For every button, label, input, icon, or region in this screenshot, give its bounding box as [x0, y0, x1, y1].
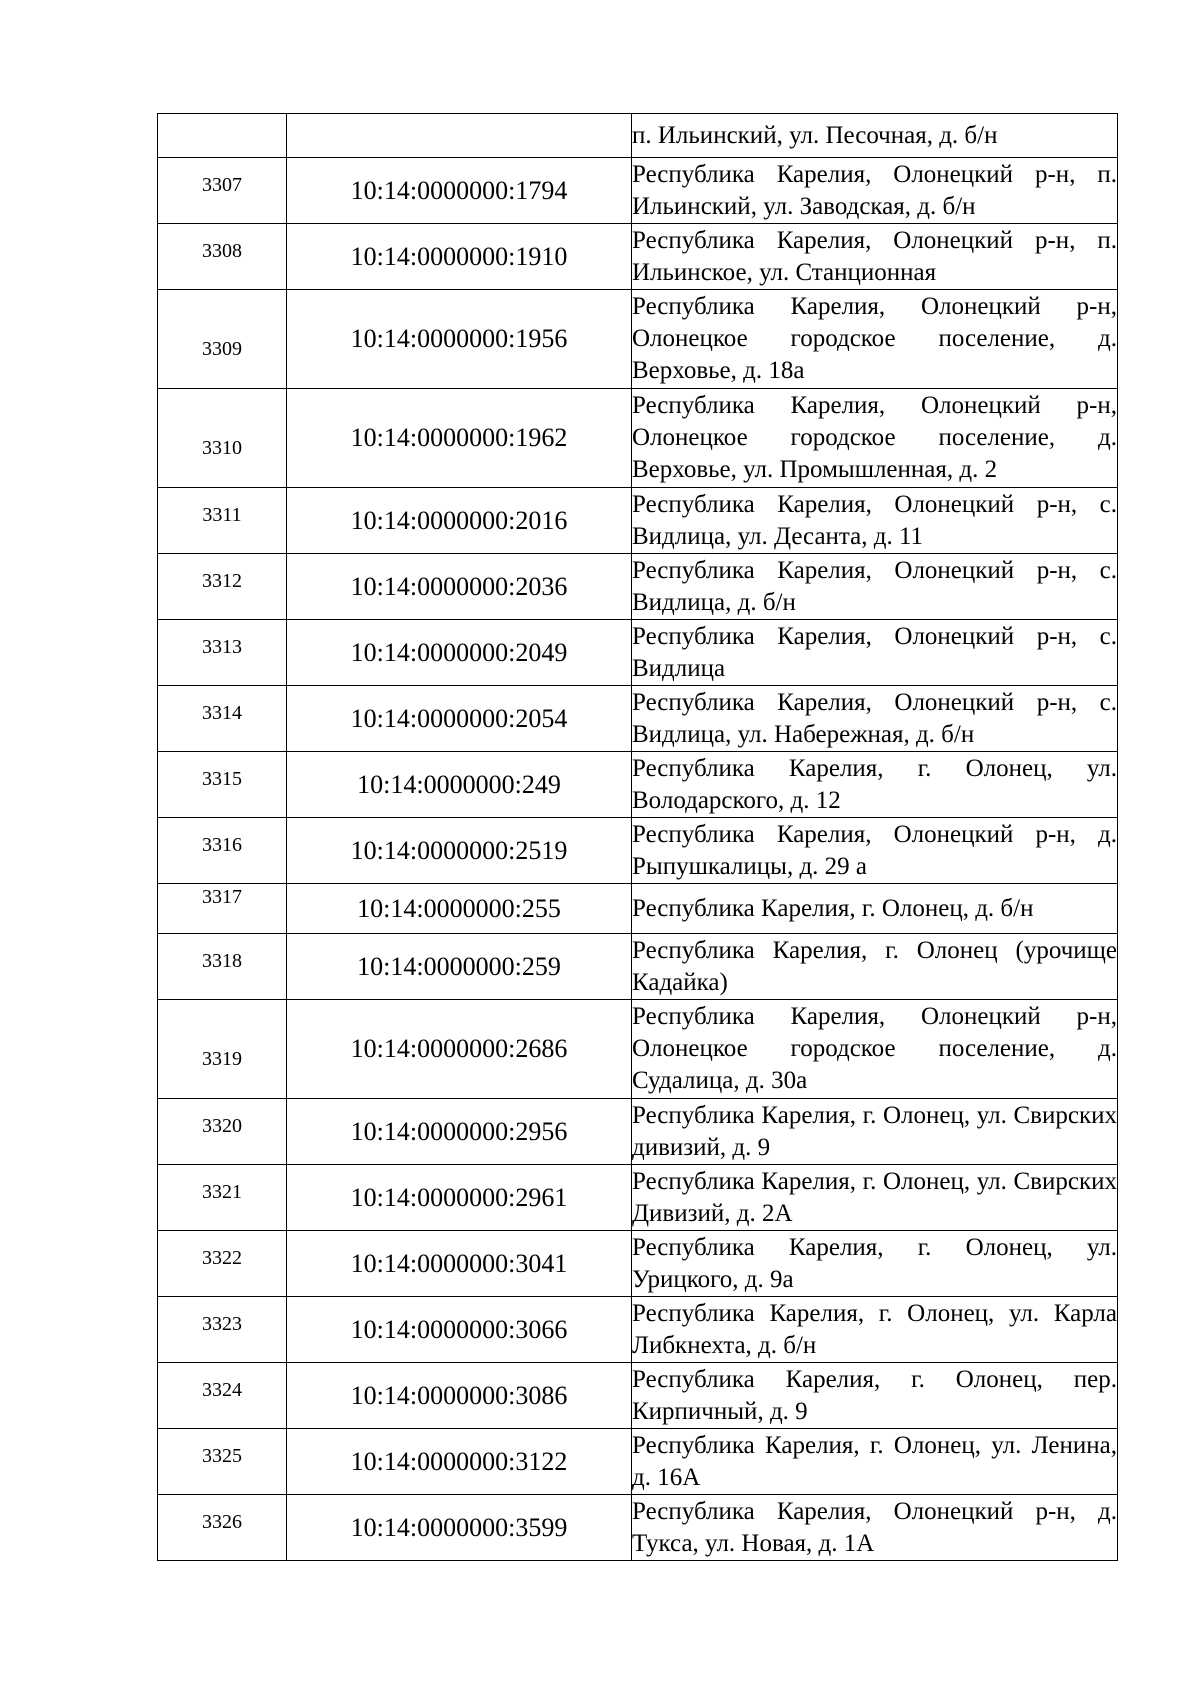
table-row	[158, 818, 1118, 884]
cadastral-number-cell: 10:14:0000000:3599	[287, 1495, 632, 1561]
row-number-cell: 3323	[158, 1297, 287, 1363]
row-number-cell: 3322	[158, 1231, 287, 1297]
row-number-cell: 3321	[158, 1165, 287, 1231]
row-number-cell: 3309	[158, 290, 287, 389]
cadastral-number-cell: 10:14:0000000:2036	[287, 554, 632, 620]
row-number-cell: 3308	[158, 224, 287, 290]
address-cell: Республика Карелия, г. Олонец, ул. Ленина, д. 16А	[632, 1429, 1118, 1495]
address-cell: Республика Карелия, Олонецкий р-н, Олонецкое городское поселение, д. Судалица, д. 30а	[632, 1000, 1118, 1099]
address-cell: Республика Карелия, Олонецкий р-н, Олонецкое городское поселение, д. Верховье, д. 18а	[632, 290, 1118, 389]
address-cell: Республика Карелия, г. Олонец, д. б/н	[632, 884, 1118, 934]
row-number-cell: 3315	[158, 752, 287, 818]
table-row	[158, 389, 1118, 488]
address-cell: Республика Карелия, Олонецкий р-н, с. Видлица	[632, 620, 1118, 686]
address-cell: Республика Карелия, Олонецкий р-н, Олонецкое городское поселение, д. Верховье, ул. Промышленная, д. 2	[632, 389, 1118, 488]
table-row	[158, 1363, 1118, 1429]
table-row	[158, 752, 1118, 818]
address-cell: Республика Карелия, г. Олонец, ул. Карла Либкнехта, д. б/н	[632, 1297, 1118, 1363]
address-cell: Республика Карелия, г. Олонец, пер. Кирпичный, д. 9	[632, 1363, 1118, 1429]
row-number-cell: 3314	[158, 686, 287, 752]
table-row	[158, 224, 1118, 290]
row-number-cell: 3312	[158, 554, 287, 620]
row-number-cell: 3316	[158, 818, 287, 884]
table-row	[158, 1000, 1118, 1099]
row-number-cell	[158, 114, 287, 158]
row-number-cell: 3307	[158, 158, 287, 224]
cadastral-number-cell: 10:14:0000000:2016	[287, 488, 632, 554]
cadastral-number-cell	[287, 114, 632, 158]
table-row	[158, 884, 1118, 934]
address-cell: Республика Карелия, Олонецкий р-н, с. Видлица, ул. Десанта, д. 11	[632, 488, 1118, 554]
table-row	[158, 934, 1118, 1000]
row-number-cell: 3325	[158, 1429, 287, 1495]
row-number-cell: 3310	[158, 389, 287, 488]
address-cell: Республика Карелия, г. Олонец, ул. Володарского, д. 12	[632, 752, 1118, 818]
table-row	[158, 1495, 1118, 1561]
cadastral-number-cell: 10:14:0000000:249	[287, 752, 632, 818]
table-row	[158, 1231, 1118, 1297]
table-row	[158, 1099, 1118, 1165]
cadastral-number-cell: 10:14:0000000:2054	[287, 686, 632, 752]
table-row	[158, 158, 1118, 224]
address-cell: Республика Карелия, Олонецкий р-н, с. Видлица, ул. Набережная, д. б/н	[632, 686, 1118, 752]
cadastral-number-cell: 10:14:0000000:1956	[287, 290, 632, 389]
cadastral-number-cell: 10:14:0000000:2519	[287, 818, 632, 884]
table-row	[158, 686, 1118, 752]
address-cell: Республика Карелия, г. Олонец, ул. Урицкого, д. 9а	[632, 1231, 1118, 1297]
cadastral-number-cell: 10:14:0000000:259	[287, 934, 632, 1000]
cadastral-number-cell: 10:14:0000000:1910	[287, 224, 632, 290]
address-cell: Республика Карелия, Олонецкий р-н, д. Рыпушкалицы, д. 29 а	[632, 818, 1118, 884]
cadastral-number-cell: 10:14:0000000:3066	[287, 1297, 632, 1363]
address-cell: Республика Карелия, г. Олонец, ул. Свирских дивизий, д. 9	[632, 1099, 1118, 1165]
table-row	[158, 1165, 1118, 1231]
table-row	[158, 1297, 1118, 1363]
row-number-cell: 3313	[158, 620, 287, 686]
address-cell: Республика Карелия, Олонецкий р-н, д. Тукса, ул. Новая, д. 1А	[632, 1495, 1118, 1561]
table-row	[158, 290, 1118, 389]
address-cell: Республика Карелия, г. Олонец (урочище Кадайка)	[632, 934, 1118, 1000]
cadastral-number-cell: 10:14:0000000:2956	[287, 1099, 632, 1165]
table-row	[158, 554, 1118, 620]
address-cell: Республика Карелия, Олонецкий р-н, с. Видлица, д. б/н	[632, 554, 1118, 620]
address-cell: п. Ильинский, ул. Песочная, д. б/н	[632, 114, 1118, 158]
table-row	[158, 620, 1118, 686]
cadastral-number-cell: 10:14:0000000:1962	[287, 389, 632, 488]
address-cell: Республика Карелия, Олонецкий р-н, п. Ильинское, ул. Станционная	[632, 224, 1118, 290]
row-number-cell: 3318	[158, 934, 287, 1000]
row-number-cell: 3320	[158, 1099, 287, 1165]
address-cell: Республика Карелия, г. Олонец, ул. Свирских Дивизий, д. 2А	[632, 1165, 1118, 1231]
row-number-cell: 3324	[158, 1363, 287, 1429]
row-number-cell: 3311	[158, 488, 287, 554]
row-number-cell: 3319	[158, 1000, 287, 1099]
cadastral-number-cell: 10:14:0000000:1794	[287, 158, 632, 224]
cadastral-number-cell: 10:14:0000000:3041	[287, 1231, 632, 1297]
cadastral-number-cell: 10:14:0000000:2049	[287, 620, 632, 686]
cadastral-number-cell: 10:14:0000000:3086	[287, 1363, 632, 1429]
table-row	[158, 1429, 1118, 1495]
cadastral-number-cell: 10:14:0000000:255	[287, 884, 632, 934]
row-number-cell: 3326	[158, 1495, 287, 1561]
cadastral-number-cell: 10:14:0000000:2961	[287, 1165, 632, 1231]
cadastral-number-cell: 10:14:0000000:2686	[287, 1000, 632, 1099]
cadastral-number-cell: 10:14:0000000:3122	[287, 1429, 632, 1495]
table-row	[158, 488, 1118, 554]
row-number-cell: 3317	[158, 884, 287, 934]
table-row	[158, 114, 1118, 158]
address-cell: Республика Карелия, Олонецкий р-н, п. Ильинский, ул. Заводская, д. б/н	[632, 158, 1118, 224]
registry-table	[157, 113, 1118, 1561]
